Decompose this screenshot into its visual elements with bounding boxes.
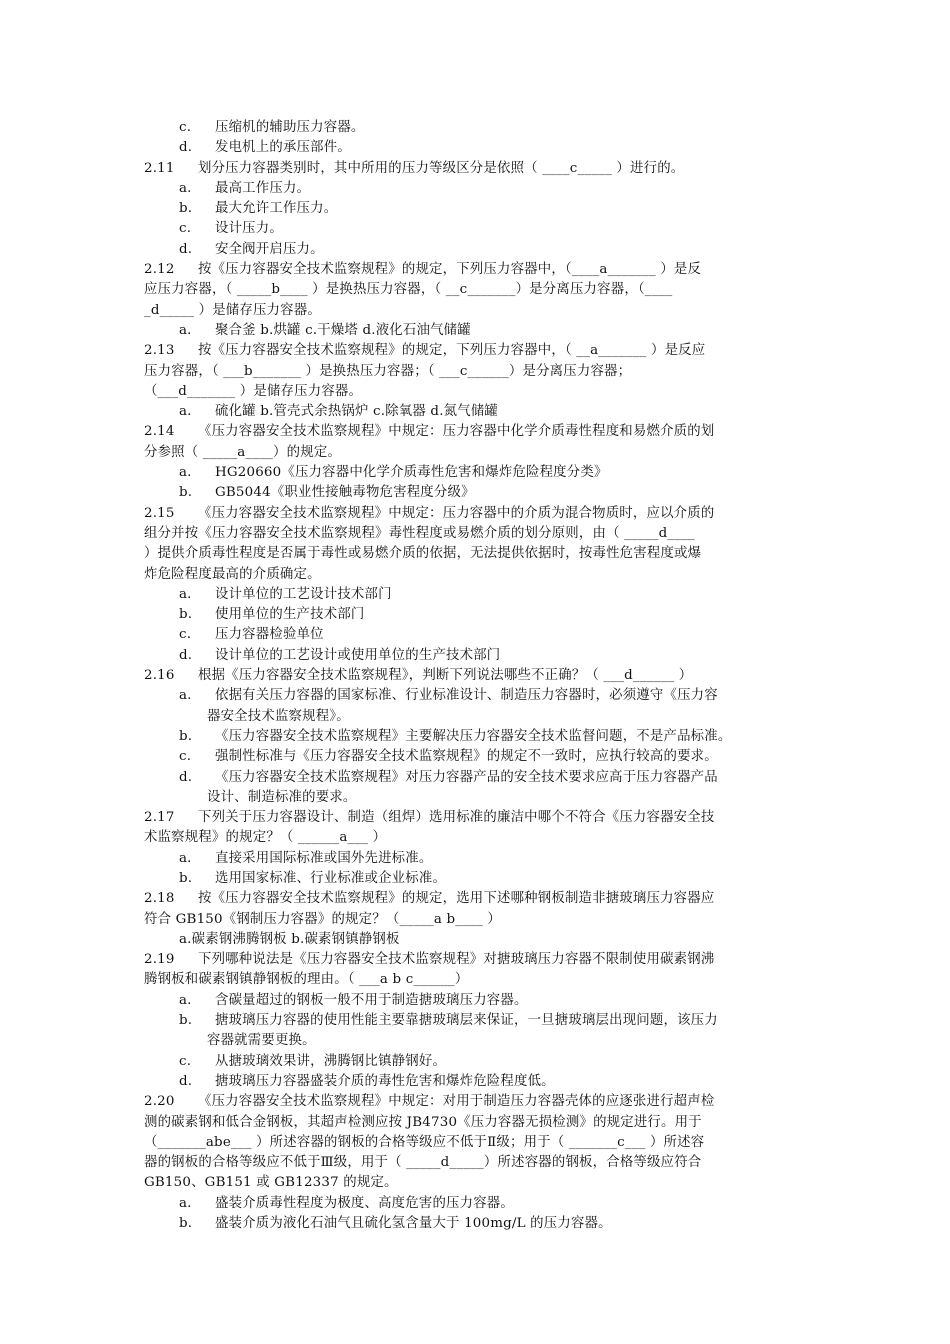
line-text: 盛装介质毒性程度为极度、高度危害的压力容器。 bbox=[215, 1195, 514, 1211]
line-text: 压力容器检验单位 bbox=[215, 627, 324, 643]
line-text: 符合 GB150《钢制压力容器》的规定？（_____a b____ ） bbox=[144, 911, 501, 927]
line-text: 腾钢板和碳素钢镇静钢板的理由。（ ___a b c______） bbox=[144, 972, 469, 988]
line-text: 《压力容器安全技术监察规程》中规定：压力容器中的介质为混合物质时，应以介质的 bbox=[198, 505, 715, 521]
question-number: 2.19 bbox=[144, 952, 175, 968]
line-text: 《压力容器安全技术监察规程》中规定：对用于制造压力容器壳体的应逐张进行超声检 bbox=[198, 1094, 715, 1110]
line-text: 压力容器，（ ___b_______ ）是换热压力容器；（ ___c______）是分离压力容器； bbox=[144, 363, 632, 379]
option-continuation-line bbox=[0, 788, 950, 808]
option-line bbox=[0, 1011, 950, 1031]
option-line bbox=[0, 179, 950, 199]
line-text: _d_____ ）是储存压力容器。 bbox=[144, 302, 321, 318]
question-line bbox=[0, 260, 950, 280]
line-text: 根据《压力容器安全技术监察规程》，判断下列说法哪些不正确？（ ___d______ ） bbox=[198, 668, 693, 684]
line-text: 《压力容器安全技术监察规程》主要解决压力容器安全技术监督问题，不是产品标准。 bbox=[215, 728, 732, 744]
option-line bbox=[0, 869, 950, 889]
option-line bbox=[0, 240, 950, 260]
option-continuation-line bbox=[0, 1031, 950, 1051]
line-text: 下列关于压力容器设计、制造（组焊）选用标准的廉洁中哪个不符合《压力容器安全技 bbox=[198, 810, 715, 826]
line-text: 强制性标准与《压力容器安全技术监察规程》的规定不一致时，应执行较高的要求。 bbox=[215, 749, 718, 765]
option-line bbox=[0, 768, 950, 788]
question-continuation-line bbox=[0, 382, 950, 402]
option-marker: a. bbox=[179, 322, 192, 338]
option-continuation-line bbox=[0, 707, 950, 727]
line-text: HG20660《压力容器中化学介质毒性危害和爆炸危险程度分类》 bbox=[215, 465, 608, 481]
option-marker: b. bbox=[179, 1013, 193, 1029]
line-text: 含碳量超过的钢板一般不用于制造搪玻璃压力容器。 bbox=[215, 992, 528, 1008]
option-marker: d. bbox=[179, 140, 193, 156]
line-text: 下列哪种说法是《压力容器安全技术监察规程》对搪玻璃压力容器不限制使用碳素钢沸 bbox=[198, 952, 715, 968]
line-text: 《压力容器安全技术监察规程》中规定：压力容器中化学介质毒性程度和易燃介质的划 bbox=[198, 424, 715, 440]
option-line bbox=[0, 1214, 950, 1234]
option-marker: d. bbox=[179, 769, 193, 785]
option-line bbox=[0, 849, 950, 869]
line-text: ）提供介质毒性程度是否属于毒性或易燃介质的依据，无法提供依据时，按毒性危害程度或爆 bbox=[144, 546, 702, 562]
line-text: 搪玻璃压力容器盛装介质的毒性危害和爆炸危险程度低。 bbox=[215, 1073, 555, 1089]
question-line bbox=[0, 159, 950, 179]
option-line bbox=[0, 585, 950, 605]
option-marker: a. bbox=[179, 1195, 192, 1211]
line-text: 搪玻璃压力容器的使用性能主要靠搪玻璃层来保证，一旦搪玻璃层出现问题，该压力 bbox=[215, 1013, 718, 1029]
line-text: 划分压力容器类别时，其中所用的压力等级区分是依照（ ____c_____ ）进行的。 bbox=[198, 160, 685, 176]
option-line bbox=[0, 219, 950, 239]
question-number: 2.16 bbox=[144, 668, 175, 684]
question-continuation-line bbox=[0, 362, 950, 382]
option-marker: c. bbox=[179, 749, 192, 765]
option-line bbox=[0, 138, 950, 158]
line-text: 选用国家标准、行业标准或企业标准。 bbox=[215, 870, 447, 886]
option-marker: a. bbox=[179, 586, 192, 602]
option-line bbox=[0, 686, 950, 706]
question-continuation-line bbox=[0, 280, 950, 300]
line-text: 按《压力容器安全技术监察规程》的规定，下列压力容器中，（____a_______ ）是反 bbox=[198, 262, 702, 278]
line-text: 术监察规程》的规定？（ ______a___ ） bbox=[144, 830, 387, 846]
line-text: 应压力容器，（ _____b____ ）是换热压力容器，（ __c_______）是分离压力容器，（____ bbox=[144, 282, 673, 298]
option-line bbox=[0, 747, 950, 767]
option-line bbox=[0, 402, 950, 422]
question-number: 2.11 bbox=[144, 160, 175, 176]
option-line bbox=[0, 1072, 950, 1092]
line-text: GB5044《职业性接触毒物危害程度分级》 bbox=[215, 485, 475, 501]
option-line bbox=[0, 605, 950, 625]
line-text: 从搪玻璃效果讲，沸腾钢比镇静钢好。 bbox=[215, 1053, 447, 1069]
question-line bbox=[0, 422, 950, 442]
option-marker: b. bbox=[179, 728, 193, 744]
option-marker: b. bbox=[179, 201, 193, 217]
question-number: 2.14 bbox=[144, 424, 175, 440]
option-line bbox=[0, 991, 950, 1011]
option-line bbox=[0, 1052, 950, 1072]
question-continuation-line bbox=[0, 301, 950, 321]
question-continuation-line bbox=[0, 828, 950, 848]
option-marker: a. bbox=[179, 465, 192, 481]
question-number: 2.17 bbox=[144, 810, 175, 826]
option-inline-line bbox=[0, 930, 950, 950]
option-line bbox=[0, 625, 950, 645]
question-line bbox=[0, 950, 950, 970]
question-number: 2.20 bbox=[144, 1094, 175, 1110]
line-text: （_______abe___ ）所述容器的钢板的合格等级应不低于Ⅱ级；用于（ _______c___ ）所述容 bbox=[144, 1134, 705, 1150]
question-line bbox=[0, 889, 950, 909]
line-text: 硫化罐 b.管壳式余热锅炉 c.除氧器 d.氮气储罐 bbox=[215, 404, 499, 420]
line-text: 安全阀开启压力。 bbox=[215, 241, 324, 257]
option-marker: a. bbox=[179, 850, 192, 866]
line-text: 容器就需要更换。 bbox=[207, 1033, 316, 1049]
question-continuation-line bbox=[0, 524, 950, 544]
line-text: 发电机上的承压部件。 bbox=[215, 140, 351, 156]
line-text: 按《压力容器安全技术监察规程》的规定，选用下述哪种钢板制造非搪玻璃压力容器应 bbox=[198, 891, 715, 907]
question-number: 2.12 bbox=[144, 262, 175, 278]
question-continuation-line bbox=[0, 1133, 950, 1153]
line-text: 《压力容器安全技术监察规程》对压力容器产品的安全技术要求应高于压力容器产品 bbox=[215, 769, 718, 785]
question-number: 2.13 bbox=[144, 343, 175, 359]
option-line bbox=[0, 727, 950, 747]
document-body bbox=[0, 118, 950, 1234]
line-text: （___d_______ ）是储存压力容器。 bbox=[144, 383, 363, 399]
option-marker: a. bbox=[179, 404, 192, 420]
line-text: 设计压力。 bbox=[215, 221, 283, 237]
line-text: 设计、制造标准的要求。 bbox=[207, 789, 357, 805]
line-text: 炸危险程度最高的介质确定。 bbox=[144, 566, 321, 582]
option-line bbox=[0, 646, 950, 666]
line-text: 器安全技术监察规程》。 bbox=[207, 708, 350, 724]
question-continuation-line bbox=[0, 1173, 950, 1193]
option-marker: c. bbox=[179, 120, 192, 135]
option-marker: b. bbox=[179, 1216, 193, 1232]
question-line bbox=[0, 1092, 950, 1112]
question-continuation-line bbox=[0, 544, 950, 564]
line-text: 测的碳素钢和低合金钢板，其超声检测应按 JB4730《压力容器无损检测》的规定进行。用于 bbox=[144, 1114, 702, 1130]
option-line bbox=[0, 463, 950, 483]
line-text: 设计单位的工艺设计或使用单位的生产技术部门 bbox=[215, 647, 501, 663]
line-text: a.碳素钢沸腾钢板 b.碳素钢镇静钢板 bbox=[179, 931, 400, 947]
line-text: 按《压力容器安全技术监察规程》的规定，下列压力容器中，（ __a_______ ）是反应 bbox=[198, 343, 706, 359]
question-line bbox=[0, 341, 950, 361]
question-line bbox=[0, 504, 950, 524]
line-text: 直接采用国际标准或国外先进标准。 bbox=[215, 850, 433, 866]
option-marker: c. bbox=[179, 1053, 192, 1069]
line-text: 压缩机的辅助压力容器。 bbox=[215, 120, 365, 135]
question-continuation-line bbox=[0, 910, 950, 930]
option-marker: b. bbox=[179, 607, 193, 623]
line-text: 组分并按《压力容器安全技术监察规程》毒性程度或易燃介质的划分原则，由（ _____d____ bbox=[144, 525, 695, 541]
question-number: 2.15 bbox=[144, 505, 175, 521]
question-continuation-line bbox=[0, 443, 950, 463]
option-line bbox=[0, 1194, 950, 1214]
option-marker: a. bbox=[179, 688, 192, 704]
option-marker: a. bbox=[179, 180, 192, 196]
option-marker: d. bbox=[179, 647, 193, 663]
option-marker: b. bbox=[179, 485, 193, 501]
line-text: 依据有关压力容器的国家标准、行业标准设计、制造压力容器时，必须遵守《压力容 bbox=[215, 688, 718, 704]
option-line bbox=[0, 199, 950, 219]
question-continuation-line bbox=[0, 1153, 950, 1173]
option-line bbox=[0, 321, 950, 341]
option-line bbox=[0, 118, 950, 138]
question-number: 2.18 bbox=[144, 891, 175, 907]
question-line bbox=[0, 666, 950, 686]
line-text: 设计单位的工艺设计技术部门 bbox=[215, 586, 392, 602]
line-text: GB150、GB151 或 GB12337 的规定。 bbox=[144, 1175, 398, 1191]
line-text: 盛装介质为液化石油气且硫化氢含量大于 100mg/L 的压力容器。 bbox=[215, 1216, 612, 1232]
line-text: 最高工作压力。 bbox=[215, 180, 311, 196]
option-marker: d. bbox=[179, 1073, 193, 1089]
line-text: 分参照（ _____a____）的规定。 bbox=[144, 444, 342, 460]
option-marker: d. bbox=[179, 241, 193, 257]
line-text: 使用单位的生产技术部门 bbox=[215, 607, 365, 623]
question-continuation-line bbox=[0, 970, 950, 990]
question-continuation-line bbox=[0, 565, 950, 585]
question-line bbox=[0, 808, 950, 828]
option-marker: c. bbox=[179, 627, 192, 643]
option-marker: c. bbox=[179, 221, 192, 237]
question-continuation-line bbox=[0, 1113, 950, 1133]
line-text: 器的钢板的合格等级应不低于Ⅲ级，用于（ _____d_____）所述容器的钢板，合格等级应符合 bbox=[144, 1155, 702, 1171]
option-marker: a. bbox=[179, 992, 192, 1008]
option-marker: b. bbox=[179, 870, 193, 886]
option-line bbox=[0, 483, 950, 503]
line-text: 最大允许工作压力。 bbox=[215, 201, 338, 217]
line-text: 聚合釜 b.烘罐 c.干燥塔 d.液化石油气储罐 bbox=[215, 322, 471, 338]
